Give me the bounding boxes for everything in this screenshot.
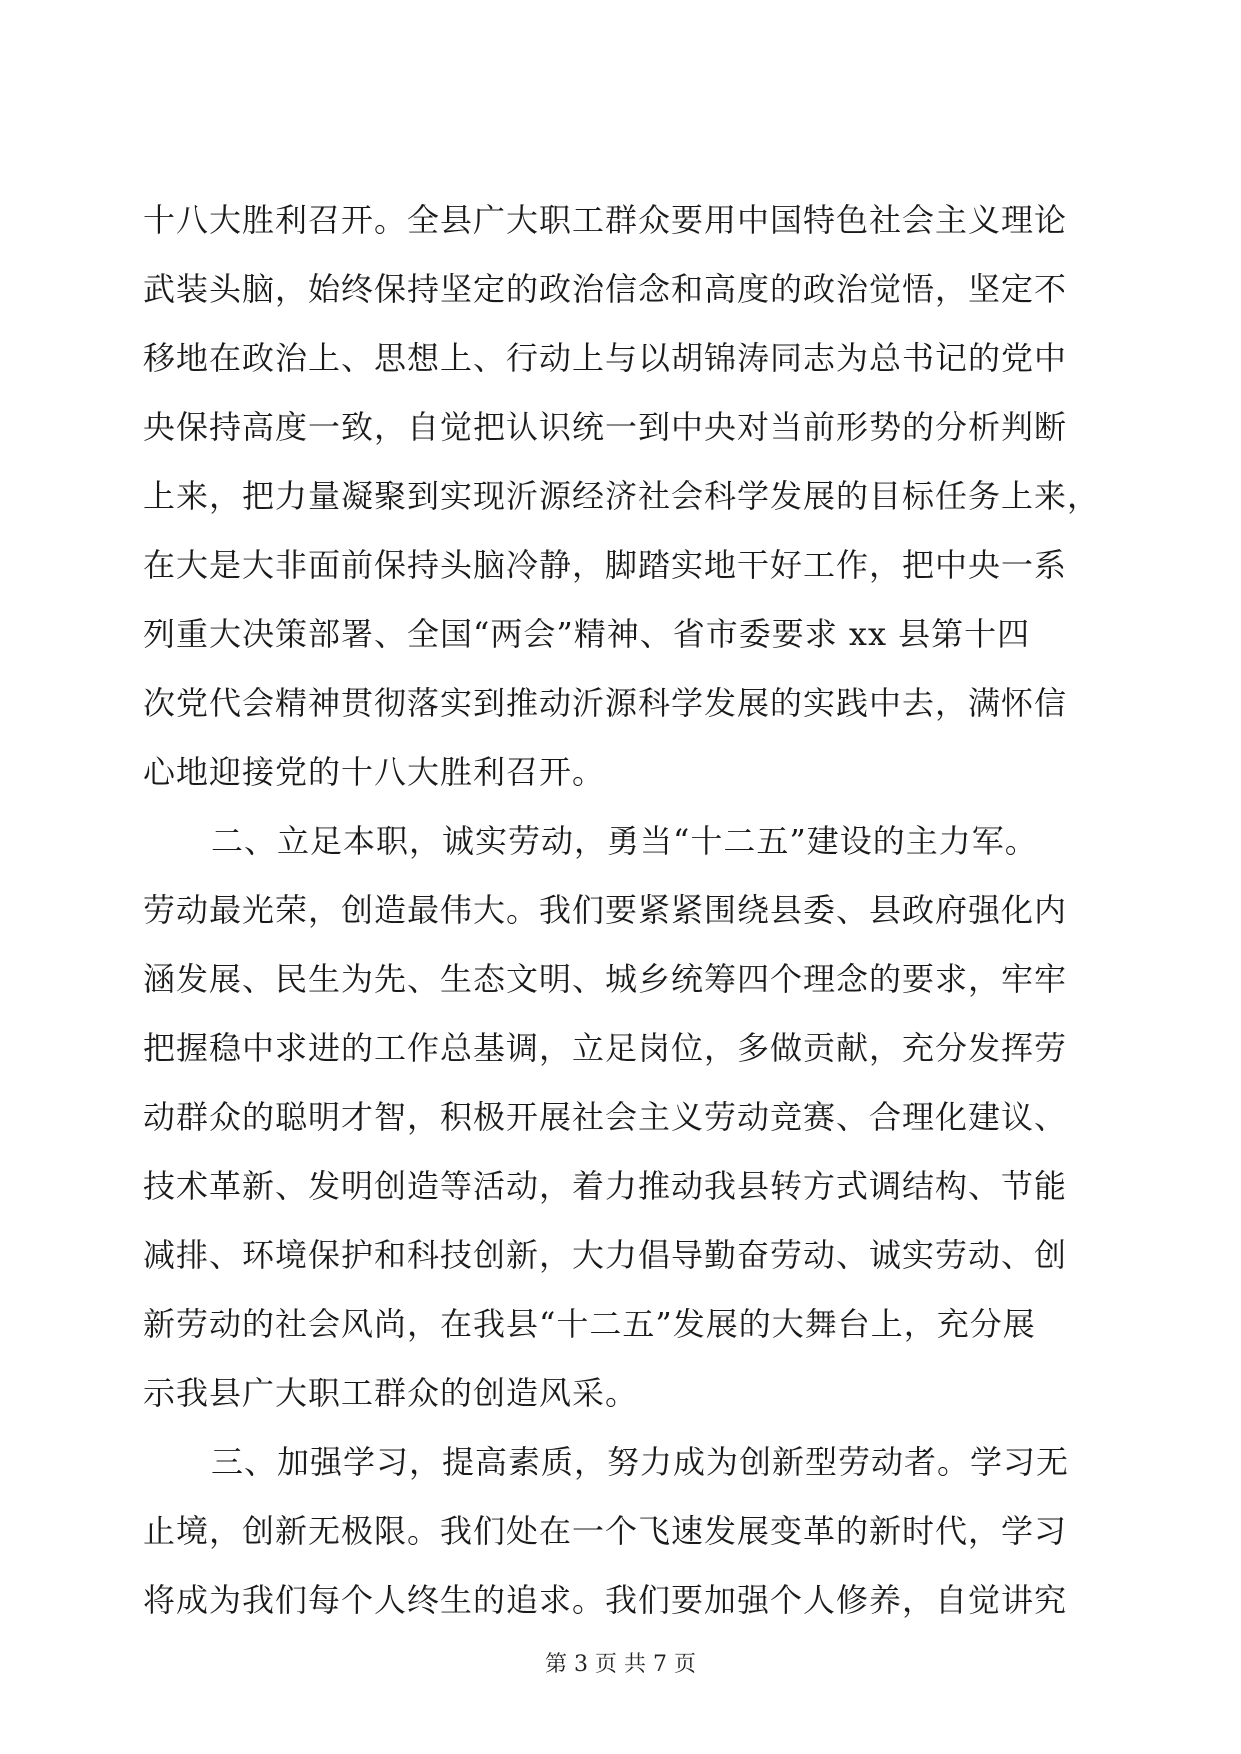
text-line: 减排、环境保护和科技创新，大力倡导勤奋劳动、诚实劳动、创 (143, 1236, 1068, 1274)
text-line: 移地在政治上、思想上、行动上与以胡锦涛同志为总书记的党中 (143, 339, 1068, 377)
text-line: 示我县广大职工群众的创造风采。 (143, 1374, 639, 1412)
text-line: 列重大决策部署、全国“两会”精神、省市委要求 xx 县第十四 (143, 615, 1031, 653)
text-line: 武装头脑，始终保持坚定的政治信念和高度的政治觉悟，坚定不 (143, 270, 1068, 308)
section-heading-3: 三、加强学习，提高素质，努力成为创新型劳动者。学习无 (211, 1443, 1070, 1481)
text-line: 技术革新、发明创造等活动，着力推动我县转方式调结构、节能 (143, 1167, 1068, 1205)
text-line: 央保持高度一致，自觉把认识统一到中央对当前形势的分析判断 (143, 408, 1068, 446)
text-line: 十八大胜利召开。全县广大职工群众要用中国特色社会主义理论 (143, 201, 1068, 239)
text-line: 动群众的聪明才智，积极开展社会主义劳动竞赛、合理化建议、 (143, 1098, 1068, 1136)
text-line: 在大是大非面前保持头脑冷静，脚踏实地干好工作，把中央一系 (143, 546, 1068, 584)
text-line: 心地迎接党的十八大胜利召开。 (143, 753, 606, 791)
text-line: 劳动最光荣，创造最伟大。我们要紧紧围绕县委、县政府强化内 (143, 891, 1068, 929)
text-line: 新劳动的社会风尚，在我县“十二五”发展的大舞台上，充分展 (143, 1305, 1036, 1343)
page-number-footer: 第 3 页 共 7 页 (545, 1652, 696, 1677)
text-line: 次党代会精神贯彻落实到推动沂源科学发展的实践中去，满怀信 (143, 684, 1068, 722)
section-heading-2: 二、立足本职，诚实劳动，勇当“十二五”建设的主力军。 (211, 822, 1038, 860)
text-line: 把握稳中求进的工作总基调，立足岗位，多做贡献，充分发挥劳 (143, 1029, 1068, 1067)
text-line: 将成为我们每个人终生的追求。我们要加强个人修养，自觉讲究 (143, 1581, 1068, 1619)
text-line: 止境，创新无极限。我们处在一个飞速发展变革的新时代，学习 (143, 1512, 1068, 1550)
text-line: 上来，把力量凝聚到实现沂源经济社会科学发展的目标任务上来， (143, 477, 1101, 515)
text-line: 涵发展、民生为先、生态文明、城乡统筹四个理念的要求，牢牢 (143, 960, 1068, 998)
